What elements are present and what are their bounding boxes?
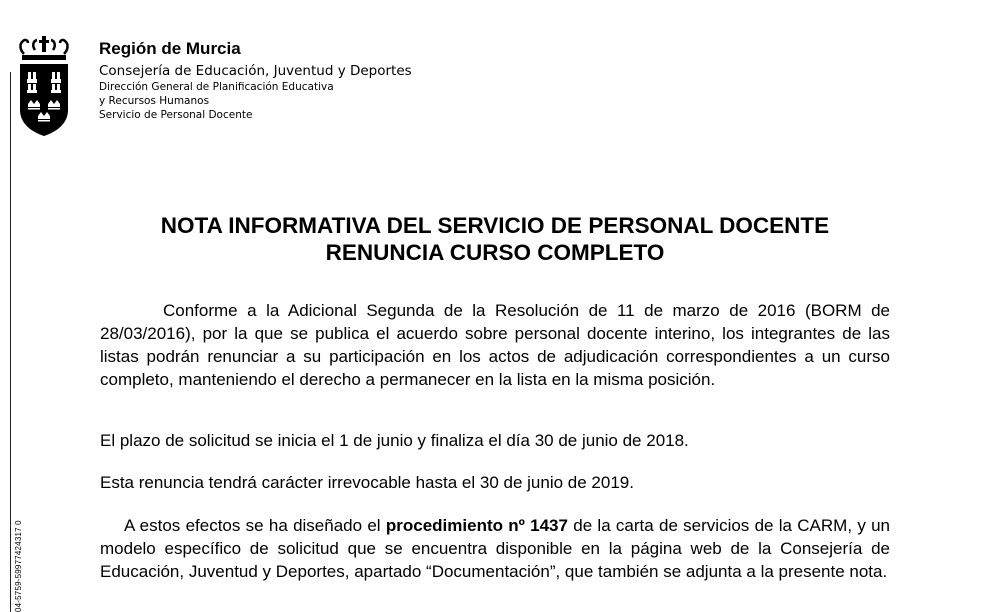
document-verification-code: 04-5759-59977424317 0 bbox=[14, 520, 23, 612]
title-line-1: NOTA INFORMATIVA DEL SERVICIO DE PERSONAL DOCENTE bbox=[160, 213, 830, 238]
paragraph-1: Conforme a la Adicional Segunda de la Resolución de 11 de marzo de 2016 (BORM de 28/03/2016), por la que se publica el acuerdo sobre personal docente interino, los integrantes de las listas podrán renunciar a su participación en los actos de adjudicación correspondientes a un curso completo, manteniendo el derecho a permanecer en la lista en la misma posición. bbox=[100, 301, 890, 389]
paragraph-4-rest: de la carta de servicios de la CARM, y un modelo específico de solicitud que se encuentra disponible en la página web de la Consejería de Educación, Juventud y Deportes, apartado “Documentación”, que también se adjunta a la presente nota. bbox=[100, 516, 891, 581]
paragraph-4 bbox=[100, 514, 890, 583]
paragraph-4-intro: A estos efectos se ha diseñado el bbox=[124, 516, 386, 535]
consejeria-name: Consejería de Educación, Juventud y Deportes bbox=[99, 63, 412, 79]
direccion-line-1: Dirección General de Planificación Educativa bbox=[99, 81, 334, 93]
servicio-name: Servicio de Personal Docente bbox=[99, 109, 253, 121]
document-title bbox=[100, 212, 890, 266]
procedure-number: procedimiento nº 1437 bbox=[385, 516, 568, 535]
letterhead bbox=[99, 39, 412, 122]
margin-rule bbox=[10, 72, 11, 612]
paragraph-2: El plazo de solicitud se inicia el 1 de junio y finaliza el día 30 de junio de 2018. bbox=[100, 431, 689, 450]
region-name: Región de Murcia bbox=[99, 39, 241, 58]
title-line-2: RENUNCIA CURSO COMPLETO bbox=[325, 240, 665, 265]
paragraph-3: Esta renuncia tendrá carácter irrevocable hasta el 30 de junio de 2019. bbox=[100, 473, 634, 492]
region-murcia-crest-icon bbox=[16, 32, 72, 138]
direccion-line-2: y Recursos Humanos bbox=[99, 95, 210, 107]
